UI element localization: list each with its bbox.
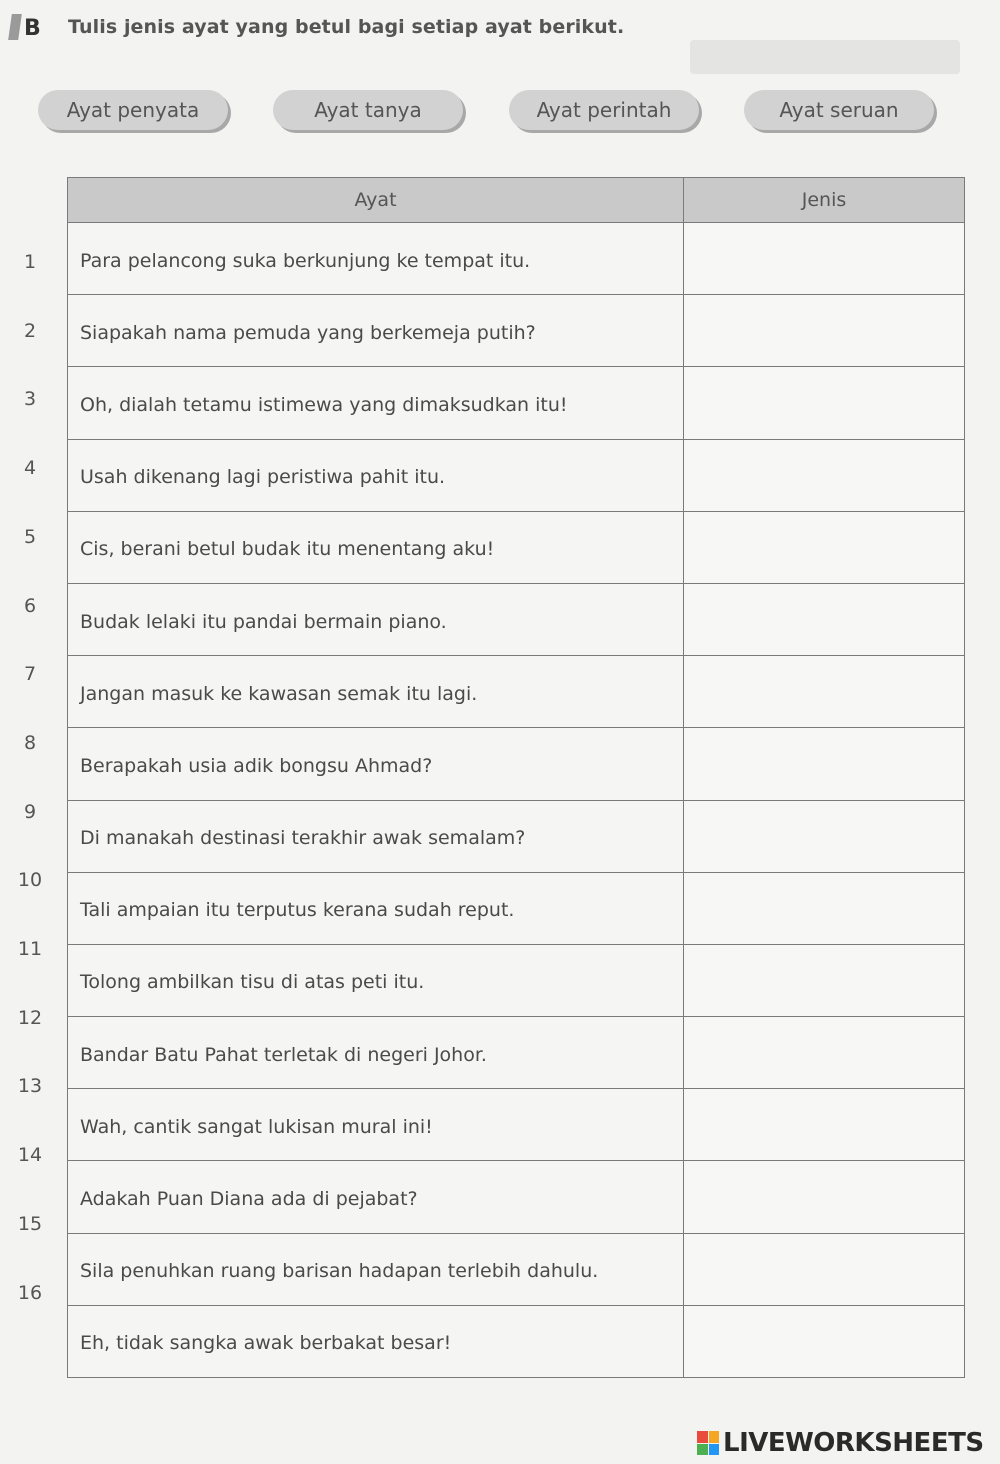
table-row [68, 1305, 965, 1377]
logo-cube-icon [697, 1431, 719, 1455]
answer-field[interactable] [684, 583, 965, 655]
table-header-row [68, 178, 965, 223]
table-row [68, 295, 965, 367]
row-number: 6 [23, 594, 37, 617]
sentence-cell: Tali ampaian itu terputus kerana sudah reput. [68, 872, 684, 944]
logo-cube-cell [697, 1444, 708, 1456]
row-number: 3 [23, 388, 37, 411]
table-row [68, 872, 965, 944]
option-ayat-perintah[interactable]: Ayat perintah [509, 90, 699, 130]
row-number: 5 [23, 525, 37, 548]
table-row [68, 439, 965, 511]
row-number: 10 [17, 869, 43, 892]
answer-field[interactable] [684, 511, 965, 583]
row-number: 7 [23, 663, 37, 686]
option-ayat-seruan[interactable]: Ayat seruan [744, 90, 934, 130]
sentence-cell: Oh, dialah tetamu istimewa yang dimaksudkan itu! [68, 367, 684, 439]
answer-field[interactable] [684, 1089, 965, 1161]
background-faded-box [690, 40, 960, 74]
section-badge [10, 12, 42, 46]
row-number: 11 [17, 938, 43, 960]
row-number: 9 [23, 800, 37, 823]
sentence-cell: Eh, tidak sangka awak berbakat besar! [68, 1305, 684, 1377]
sentence-cell: Adakah Puan Diana ada di pejabat? [68, 1161, 684, 1233]
answer-field[interactable] [684, 295, 965, 367]
sentence-cell: Budak lelaki itu pandai bermain piano. [68, 583, 684, 655]
row-number: 15 [17, 1212, 43, 1235]
sentence-cell: Siapakah nama pemuda yang berkemeja putih? [68, 295, 684, 367]
column-header-ayat: Ayat [68, 178, 684, 223]
row-number: 13 [17, 1075, 43, 1098]
answer-field[interactable] [684, 800, 965, 872]
sentence-cell: Para pelancong suka berkunjung ke tempat itu. [68, 223, 684, 295]
instruction-text: Tulis jenis ayat yang betul bagi setiap ayat berikut. [68, 16, 625, 38]
row-number: 12 [17, 1006, 43, 1029]
sentence-table [67, 177, 965, 1378]
answer-field[interactable] [684, 1161, 965, 1233]
sentence-cell: Berapakah usia adik bongsu Ahmad? [68, 728, 684, 800]
section-letter: B [24, 16, 41, 41]
logo-cube-cell [709, 1431, 720, 1443]
answer-field[interactable] [684, 872, 965, 944]
sentence-cell: Sila penuhkan ruang barisan hadapan terlebih dahulu. [68, 1233, 684, 1305]
answer-field[interactable] [684, 728, 965, 800]
table-row [68, 367, 965, 439]
table-row [68, 944, 965, 1016]
sentence-cell: Tolong ambilkan tisu di atas peti itu. [68, 944, 684, 1016]
column-header-jenis: Jenis [684, 178, 965, 223]
table-row [68, 1161, 965, 1233]
table-row [68, 800, 965, 872]
logo-text: LIVEWORKSHEETS [723, 1428, 984, 1458]
row-number: 16 [17, 1281, 43, 1304]
answer-field[interactable] [684, 1305, 965, 1377]
logo-cube-cell [709, 1444, 720, 1456]
table-row [68, 1017, 965, 1089]
row-number: 4 [23, 457, 37, 480]
answer-field[interactable] [684, 367, 965, 439]
answer-field[interactable] [684, 1017, 965, 1089]
answer-field[interactable] [684, 944, 965, 1016]
row-number: 1 [23, 251, 37, 273]
table-row [68, 728, 965, 800]
table-row [68, 1233, 965, 1305]
table-row [68, 583, 965, 655]
logo-cube-cell [697, 1431, 708, 1443]
section-marker-icon [8, 14, 22, 40]
row-number: 2 [23, 319, 37, 342]
table-row [68, 223, 965, 295]
option-ayat-tanya[interactable]: Ayat tanya [273, 90, 463, 130]
answer-field[interactable] [684, 656, 965, 728]
sentence-cell: Jangan masuk ke kawasan semak itu lagi. [68, 656, 684, 728]
table-row [68, 1089, 965, 1161]
table-row [68, 511, 965, 583]
answer-field[interactable] [684, 1233, 965, 1305]
sentence-cell: Bandar Batu Pahat terletak di negeri Johor. [68, 1017, 684, 1089]
row-number: 8 [23, 731, 37, 754]
sentence-cell: Usah dikenang lagi peristiwa pahit itu. [68, 439, 684, 511]
table-body [68, 223, 965, 1378]
sentence-cell: Cis, berani betul budak itu menentang aku! [68, 511, 684, 583]
row-number: 14 [17, 1144, 43, 1167]
option-ayat-penyata[interactable]: Ayat penyata [38, 90, 228, 130]
answer-field[interactable] [684, 439, 965, 511]
sentence-cell: Di manakah destinasi terakhir awak semalam? [68, 800, 684, 872]
answer-field[interactable] [684, 223, 965, 295]
sentence-cell: Wah, cantik sangat lukisan mural ini! [68, 1089, 684, 1161]
liveworksheets-logo [697, 1428, 984, 1458]
table-row [68, 656, 965, 728]
